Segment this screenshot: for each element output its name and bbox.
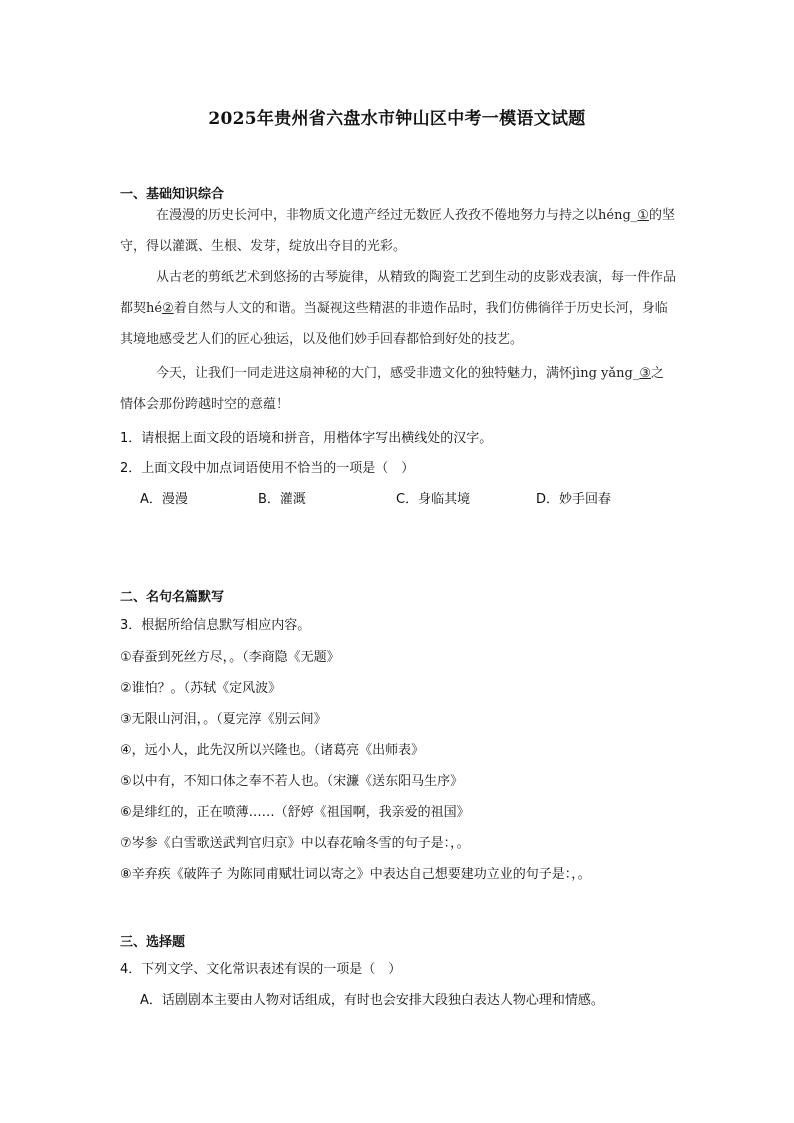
blank-marker-1: ①: [637, 208, 649, 223]
paragraph-text: 在漫漫的历史长河中，非物质文化遗产经过无数匠人孜孜不倦地努力与持之以: [156, 208, 599, 223]
section-heading-recitation: 二、名句名篇默写: [120, 590, 225, 605]
section-heading-multiple-choice: 三、选择题: [120, 935, 186, 950]
option-a: A．漫漫: [140, 492, 188, 507]
pinyin-hint: hé: [146, 301, 163, 316]
recitation-line-6: ⑥是绯红的，正在喷薄……（舒婷《祖国啊，我亲爱的祖国》: [120, 805, 470, 820]
section-heading-basic-knowledge: 一、基础知识综合: [120, 187, 225, 202]
recitation-line-2: ②谁怕？。（苏轼《定风波》: [120, 681, 282, 696]
option-d: D．妙手回春: [536, 492, 612, 507]
question-4-option-a: A．话剧剧本主要由人物对话组成，有时也会安排大段独白表达人物心理和情感。: [140, 993, 604, 1008]
passage-paragraph-1: [120, 200, 676, 262]
recitation-line-8: ⑧辛弃疾《破阵子 为陈同甫赋壮词以寄之》中表达自己想要建功立业的句子是：，。: [120, 867, 591, 882]
recitation-line-1: ①春蚕到死丝方尽，。（李商隐《无题》: [120, 650, 340, 665]
option-b: B．灌溉: [258, 492, 306, 507]
paragraph-text: 之情体会那份跨越时空的意蕴！: [120, 366, 664, 412]
recitation-line-4: ④，远小人，此先汉所以兴隆也。（诸葛亮《出师表》: [120, 743, 425, 758]
pinyin-hint: jìng yǎng_: [572, 366, 640, 381]
passage-paragraph-2: [120, 262, 676, 355]
pinyin-hint: héng_: [598, 208, 638, 223]
recitation-line-3: ③无限山河泪，。（夏完淳《别云间》: [120, 712, 327, 727]
paragraph-text: 的坚守，得以灌溉、生根、发芽，绽放出夺目的光彩。: [120, 208, 675, 254]
passage-paragraph-3: [120, 358, 676, 420]
recitation-line-5: ⑤以中有，不知口体之奉不若人也。（宋濂《送东阳马生序》: [120, 774, 464, 789]
question-4: 4．下列文学、文化常识表述有误的一项是（ ）: [120, 962, 402, 977]
question-3: 3．根据所给信息默写相应内容。: [120, 618, 311, 633]
page-title: 2025年贵州省六盘水市钟山区中考一模语文试题: [208, 109, 586, 129]
paragraph-text: 着自然与人文的和谐。当凝视这些精湛的非遗作品时，我们仿佛徜徉于历史长河，身临其境地感受艺人们的匠心独运，以及他们妙手回春都恰到好处的技艺。: [120, 301, 668, 347]
recitation-line-7: ⑦岑参《白雪歌送武判官归京》中以春花喻冬雪的句子是：，。: [120, 836, 470, 851]
question-2: 2．上面文段中加点词语使用不恰当的一项是（ ）: [120, 461, 415, 476]
blank-marker-3: ③: [639, 366, 651, 381]
blank-marker-2: ②: [162, 301, 174, 316]
question-1: 1．请根据上面文段的语境和拼音，用楷体字写出横线处的汉字。: [120, 431, 493, 446]
option-c: C．身临其境: [396, 492, 471, 507]
paragraph-text: 今天，让我们一同走进这扇神秘的大门，感受非遗文化的独特魅力，满怀: [156, 366, 573, 381]
paragraph-text: 从古老的剪纸艺术到悠扬的古琴旋律，从精致的陶瓷工艺到生动的皮影戏表演，每一件作品都契: [120, 270, 677, 316]
